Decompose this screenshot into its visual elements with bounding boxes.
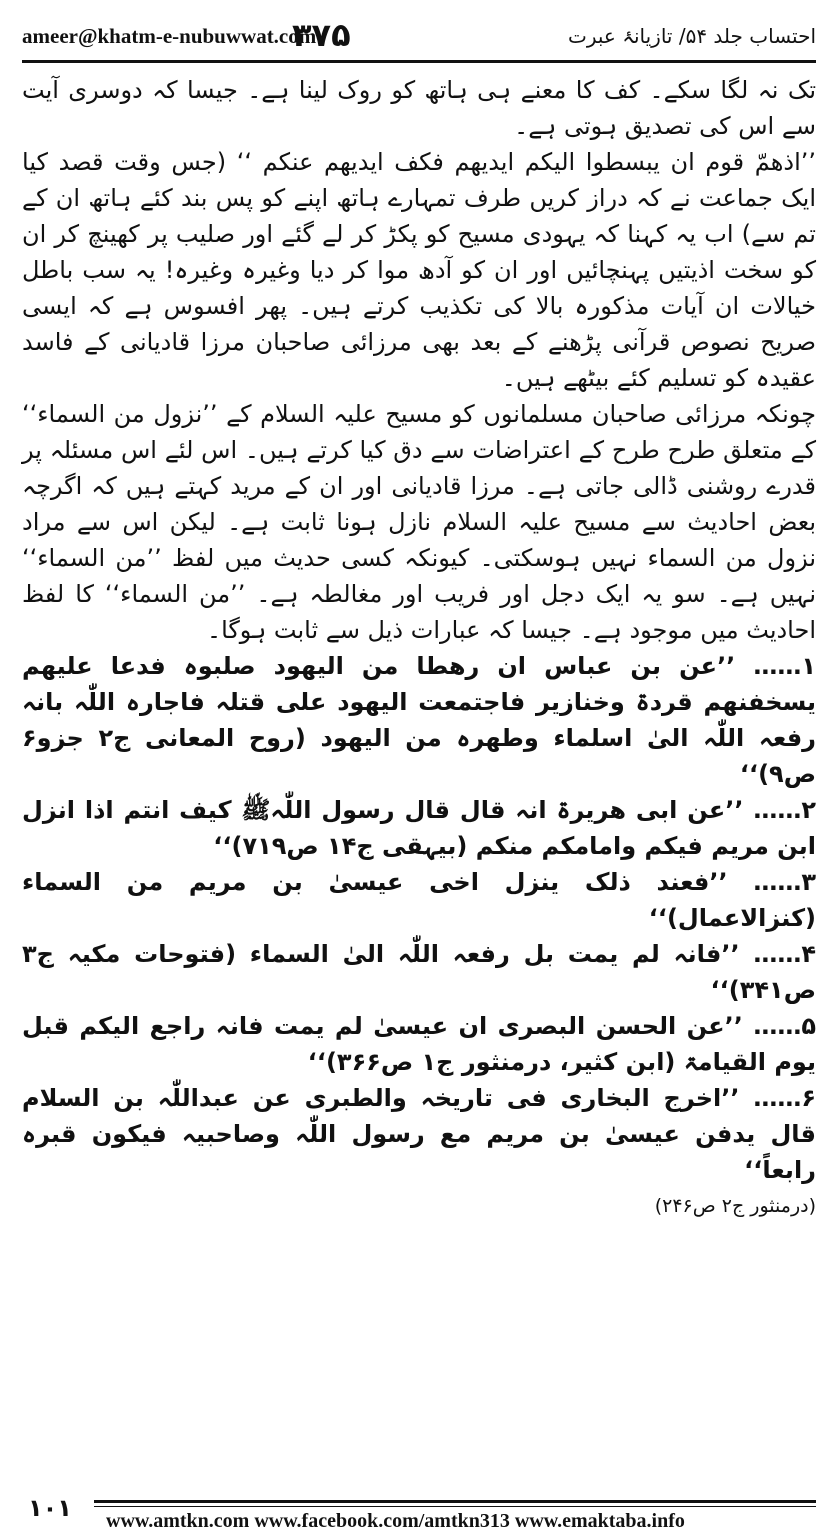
hadith-quote: ۴…… ’’فانہ لم یمت بل رفعہ اللّٰہ الیٰ السماء (فتوحات مکیہ ج۳ ص۳۴۱)‘‘ — [22, 940, 816, 1004]
hadith-quote: ۱…… ’’عن بن عباس ان رھطا من الیھود صلبوہ فدعا علیھم یسخفنھم قردۃ وخنازیر فاجتمعت الیھود علی قتلہ فاجارہ اللّٰہ بانہ رفعہ اللّٰہ الیٰ اسلماء وطھرہ من الیھود (روح المعانی ج۲ جزو۶ ص۹)‘‘ — [22, 652, 817, 788]
paragraph: تک نہ لگا سکے۔ کف کا معنے ہی ہاتھ کو روک لینا ہے۔ جیسا کہ دوسری آیت سے اس کی تصدیق ہوتی ہے۔ — [22, 76, 816, 140]
header-email: ameer@khatm-e-nubuwwat.com — [22, 24, 317, 48]
reference: (درمنثور ج۲ ص۲۴۶) — [654, 1195, 816, 1217]
header-rule — [22, 60, 816, 63]
page-footer — [22, 1494, 816, 1534]
hadith-quote: ۲…… ’’عن ابی ھریرۃ انہ قال قال رسول اللّٰہﷺ کیف انتم اذا انزل ابن مریم فیکم وامامکم منکم (بیہقی ج۱۴ ص۷۱۹)‘‘ — [22, 796, 816, 860]
page-body — [22, 72, 816, 1224]
footer-urls: www.amtkn.com www.facebook.com/amtkn313 www.emaktaba.info — [106, 1510, 685, 1532]
footer-rule-thin — [94, 1506, 816, 1507]
paragraph: چونکہ مرزائی صاحبان مسلمانوں کو مسیح علیہ السلام کے ’’نزول من السماء‘‘ کے متعلق طرح طرح کے اعتراضات سے دق کیا کرتے ہیں۔ اس لئے اس مسئلہ پر قدرے روشنی ڈالی جاتی ہے۔ مرزا قادیانی اور ان کے مرید کہتے ہیں کہ اگرچہ بعض احادیث سے مسیح علیہ السلام نازل ہونا ثابت ہے۔ لیکن اس سے مراد نزول من السماء نہیں ہوسکتی۔ کیونکہ کسی حدیث میں لفظ ’’من السماء‘‘ نہیں ہے۔ سو یہ ایک دجل اور فریب اور مغالطہ ہے۔ ’’من السماء‘‘ کا لفظ احادیث میں موجود ہے۔ جیسا کہ عبارات ذیل سے ثابت ہوگا۔ — [22, 400, 816, 644]
paragraph: ’’اذھمّ قوم ان یبسطوا الیکم ایدیھم فکف ایدیھم عنکم ‘‘ (جس وقت قصد کیا ایک جماعت نے کہ دراز کریں طرف تمہارے ہاتھ اپنے کو پس بند کئے ہاتھ ان کے تم سے) اب یہ کہنا کہ یہودی مسیح کو پکڑ کر لے گئے اور صلیب پر کھینچ کر ان کو سخت اذیتیں پہنچائیں اور ان کو آدھ موا کر دیا وغیرہ وغیرہ! یہ سب باطل خیالات ان آیات مذکورہ بالا کی تکذیب کرتے ہیں۔ پھر افسوس ہے کہ ایسی صریح نصوص قرآنی پڑھنے کے بعد بھی مرزائی صاحبان مرزا قادیانی کے فاسد عقیدہ کو تسلیم کئے بیٹھے ہیں۔ — [22, 148, 816, 392]
hadith-quote: ۵…… ’’عن الحسن البصری ان عیسیٰ لم یمت فانہ راجع الیکم قبل یوم القیامۃ (ابن کثیر، درمنثور ج۱ ص۳۶۶)‘‘ — [22, 1012, 816, 1076]
header-page-number: ۳۷۵ — [292, 16, 351, 54]
footer-rule — [94, 1500, 816, 1503]
footer-page-number: ۱۰۱ — [28, 1494, 72, 1522]
page-header — [22, 16, 816, 60]
header-title: احتساب جلد ۵۴/ تازیانۂ عبرت — [568, 24, 816, 48]
hadith-quote: ۶…… ’’اخرج البخاری فی تاریخہ والطبری عن عبداللّٰہ بن السلام قال یدفن عیسیٰ بن مریم مع رسول اللّٰہ وصاحبیہ فیکون قبرہ رابعاً‘‘ — [22, 1084, 816, 1184]
hadith-quote: ۳…… ’’فعند ذلک ینزل اخی عیسیٰ بن مریم من السماء (کنزالاعمال)‘‘ — [22, 868, 816, 932]
